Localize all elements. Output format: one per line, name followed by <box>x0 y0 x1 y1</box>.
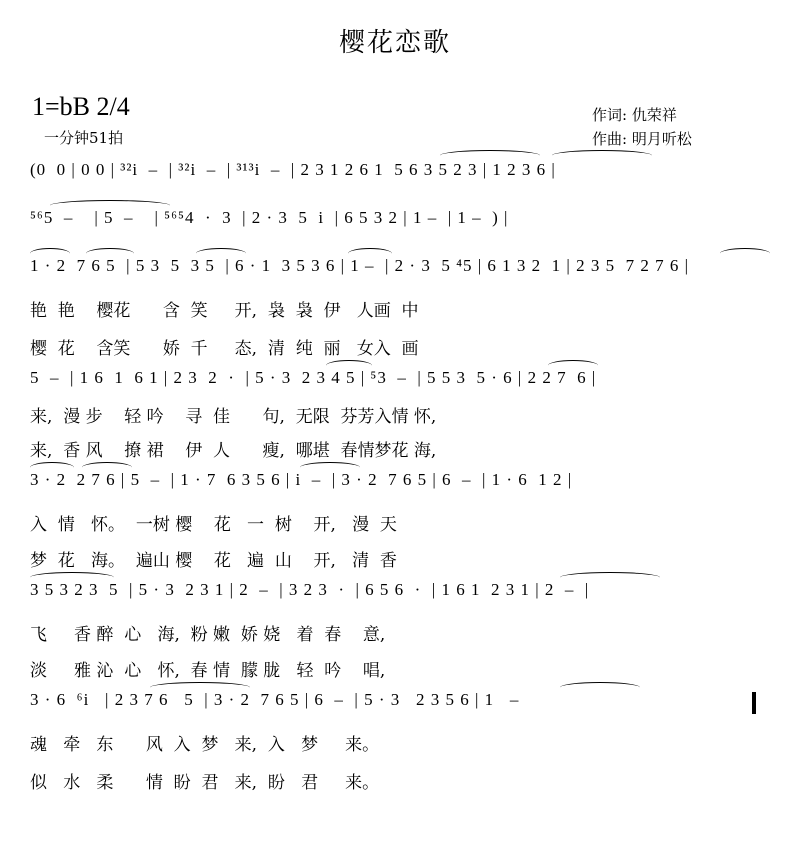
tempo-marking: 一分钟51拍 <box>44 129 124 147</box>
slur-arc <box>300 462 360 473</box>
lyric-line-10: 似 水 柔 情 盼 君 来, 盼 君 来。 <box>30 773 380 793</box>
slur-arc <box>50 200 170 211</box>
key-signature: 1=bB 2/4 <box>32 92 130 121</box>
slur-arc <box>326 360 372 371</box>
slur-arc <box>196 248 246 259</box>
slur-arc <box>560 682 640 693</box>
slur-arc <box>30 462 74 473</box>
composer-credit: 作曲: 明月听松 <box>592 130 692 148</box>
notation-line-7: 3 · 6 ⁶i | 2 3 7 6 5 | 3 · 2 7 6 5 | 6 – | 5 · 3 2 3 5 6 | 1 – <box>30 690 520 709</box>
slur-arc <box>552 150 652 161</box>
notation-line-6: 3 5 3 2 3 5 | 5 · 3 2 3 1 | 2 – | 3 2 3 · | 6 5 6 · | 1 6 1 2 3 1 | 2 – | <box>30 580 590 599</box>
lyric-line-9: 魂 牵 东 风 入 梦 来, 入 梦 来。 <box>30 735 380 755</box>
slur-arc <box>82 462 132 473</box>
lyric-line-5: 入 情 怀。 一树 樱 花 一 树 开, 漫 天 <box>30 515 397 535</box>
slur-arc <box>548 360 598 371</box>
lyric-line-6: 梦 花 海。 遍山 樱 花 遍 山 开, 清 香 <box>30 551 397 571</box>
song-title: 樱花恋歌 <box>338 28 451 58</box>
lyricist-credit: 作词: 仇荣祥 <box>592 106 677 124</box>
notation-line-3: 1 · 2 7 6 5 | 5 3 5 3 5 | 6 · 1 3 5 3 6 | 1 – | 2 · 3 5 ⁴5 | 6 1 3 2 1 | 2 3 5 7 2 7 6 | <box>30 256 689 275</box>
notation-line-2: ⁵⁶5 – | 5 – | ⁵⁶⁵4 · 3 | 2 · 3 5 i | 6 5 3 2 | 1 – | 1 – ) | <box>30 208 509 227</box>
slur-arc <box>86 248 134 259</box>
lyric-line-2: 樱 花 含笑 娇 千 态, 清 纯 丽 女入 画 <box>30 339 419 359</box>
notation-line-5: 3 · 2 2 7 6 | 5 – | 1 · 7 6 3 5 6 | i – | 3 · 2 7 6 5 | 6 – | 1 · 6 1 2 | <box>30 470 573 489</box>
slur-arc <box>150 682 250 693</box>
lyric-line-7: 飞 香 醉 心 海, 粉 嫩 娇 娆 着 春 意, <box>30 625 386 645</box>
lyric-line-1: 艳 艳 樱花 含 笑 开, 袅 袅 伊 人画 中 <box>30 301 419 321</box>
slur-arc <box>720 248 770 259</box>
notation-line-1: (0 0 | 0 0 | ³²i – | ³²i – | ³¹³i – | 2 3 1 2 6 1 5 6 3 5 2 3 | 1 2 3 6 | <box>30 160 556 179</box>
lyric-line-4: 来, 香 风 撩 裙 伊 人 瘦, 哪堪 春情梦花 海, <box>30 441 437 461</box>
lyric-line-3: 来, 漫 步 轻 吟 寻 佳 句, 无限 芬芳入情 怀, <box>30 407 437 427</box>
slur-arc <box>30 248 70 259</box>
notation-line-4: 5 – | 1 6 1 6 1 | 2 3 2 · | 5 · 3 2 3 4 5 | ⁵3 – | 5 5 3 5 · 6 | 2 2 7 6 | <box>30 368 597 387</box>
slur-arc <box>348 248 392 259</box>
lyric-line-8: 淡 雅 沁 心 怀, 春 情 朦 胧 轻 吟 唱, <box>30 661 386 681</box>
final-barline <box>752 692 756 714</box>
slur-arc <box>560 572 660 583</box>
slur-arc <box>440 150 540 161</box>
slur-arc <box>30 572 114 583</box>
